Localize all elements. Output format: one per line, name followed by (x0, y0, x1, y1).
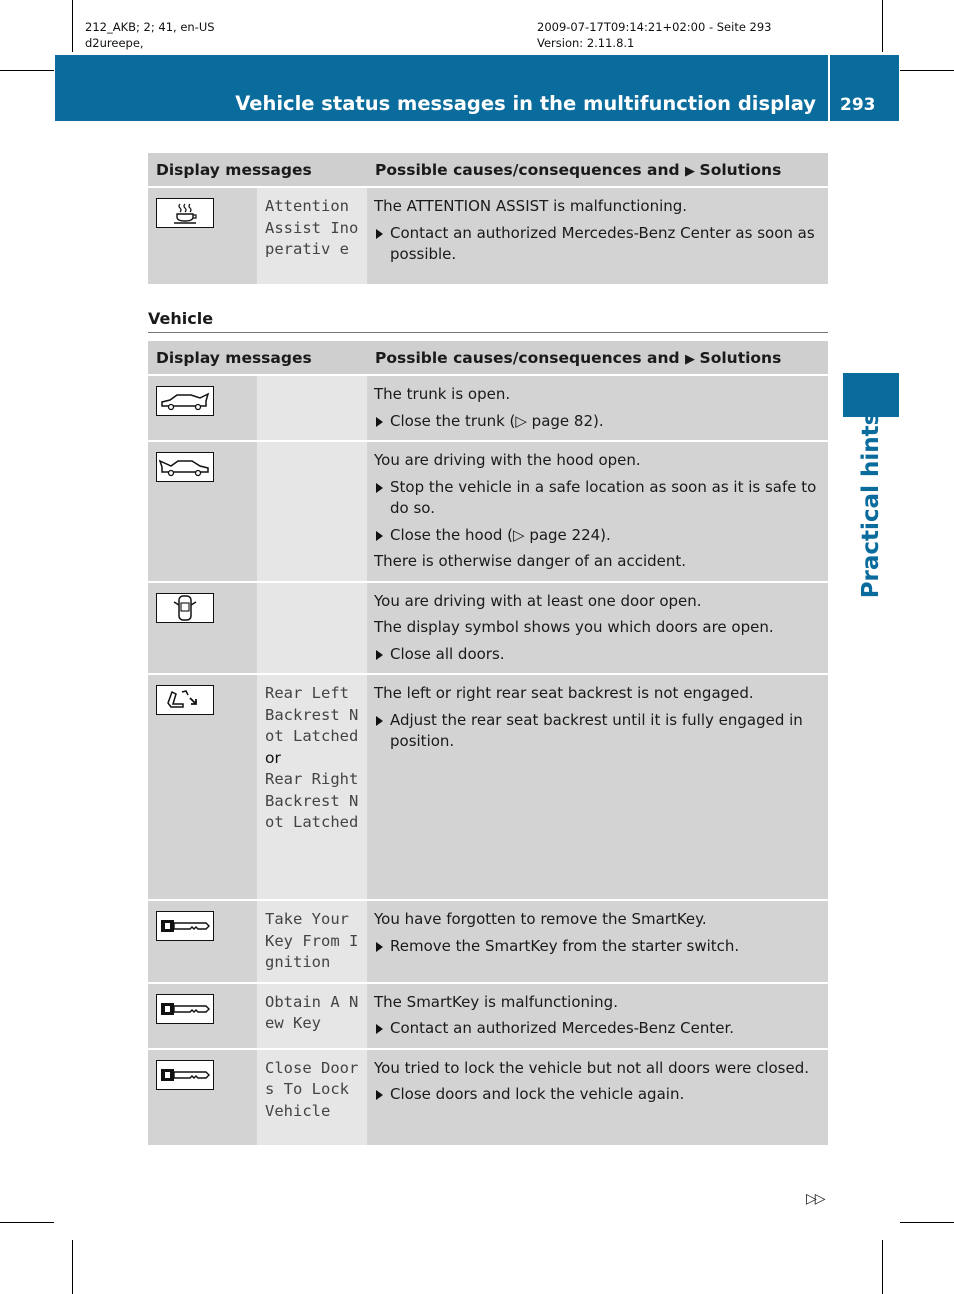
display-message-text: Rear Right Backrest Not Latched (265, 770, 359, 831)
causes-solutions-cell (367, 441, 828, 582)
messages-table-vehicle (148, 341, 828, 1147)
causes-solutions-cell (367, 1049, 828, 1146)
symbol-cell (148, 983, 257, 1049)
column-header-display-messages: Display messages (148, 341, 367, 375)
cause-text: The display symbol shows you which doors are open. (374, 618, 774, 636)
hood-open-icon (156, 452, 214, 482)
section-divider (148, 332, 828, 333)
table-row (148, 375, 828, 441)
crop-mark (0, 1222, 54, 1223)
causes-solutions-cell (367, 582, 828, 675)
solution-step: Close doors and lock the vehicle again. (374, 1084, 820, 1106)
cause-text: You are driving with at least one door open. (374, 591, 702, 610)
table-row (148, 582, 828, 675)
display-message-cell (257, 1049, 367, 1146)
display-message-cell (257, 441, 367, 582)
symbol-cell (148, 582, 257, 675)
trunk-open-icon (156, 386, 214, 416)
cause-text: You are driving with the hood open. (374, 451, 641, 469)
solution-step: Close the trunk (▷ page 82). (374, 411, 820, 433)
coffee-cup-icon (156, 198, 214, 228)
cause-text: The trunk is open. (374, 385, 511, 403)
causes-solutions-cell (367, 375, 828, 441)
column-header-causes-text: Possible causes/consequences and (375, 348, 685, 367)
solution-step: Contact an authorized Mercedes-Benz Center as soon as possible. (374, 223, 820, 266)
column-header-causes (367, 153, 828, 187)
smartkey-icon (156, 911, 214, 941)
table-row (148, 900, 828, 983)
cause-text: There is otherwise danger of an accident. (374, 552, 687, 570)
page-title: Vehicle status messages in the multifunction display (235, 92, 816, 115)
smartkey-icon (156, 1060, 214, 1090)
crop-mark (72, 0, 73, 52)
symbol-cell (148, 674, 257, 900)
print-meta-line: 212_AKB; 2; 41, en-US (85, 20, 215, 34)
solution-step: Close all doors. (374, 644, 820, 666)
page-number: 293 (840, 95, 876, 115)
door-open-icon (156, 593, 214, 623)
crop-mark (900, 70, 954, 71)
display-message-text: Take Your Key From Ignition (265, 910, 359, 971)
crop-mark (882, 0, 883, 52)
cause-text: The left or right rear seat backrest is not engaged. (374, 684, 754, 702)
display-message-text: Attention Assist Inoperativ e (265, 197, 359, 258)
causes-solutions-cell (367, 674, 828, 900)
solution-arrow-icon: ▶ (685, 351, 700, 367)
table-row (148, 983, 828, 1049)
side-tab-marker (843, 373, 899, 417)
crop-mark (882, 1240, 883, 1294)
symbol-cell (148, 1049, 257, 1146)
solution-step: Contact an authorized Mercedes-Benz Center. (374, 1018, 820, 1040)
print-meta-left (85, 19, 215, 51)
display-message-cell (257, 375, 367, 441)
symbol-cell (148, 900, 257, 983)
crop-mark (900, 1222, 954, 1223)
display-message-text: Rear Left Backrest Not Latched (265, 684, 359, 745)
display-message-cell (257, 983, 367, 1049)
column-header-solutions-text: Solutions (699, 160, 782, 179)
crop-mark (72, 1240, 73, 1294)
causes-solutions-cell (367, 983, 828, 1049)
table-header-row (148, 341, 828, 375)
column-header-causes-text: Possible causes/consequences and (375, 160, 685, 179)
symbol-cell (148, 441, 257, 582)
causes-solutions-cell (367, 187, 828, 285)
causes-solutions-cell (367, 900, 828, 983)
cause-text: You have forgotten to remove the SmartKey. (374, 910, 707, 928)
seat-backrest-icon (156, 685, 214, 715)
print-meta-line: d2ureepe, (85, 36, 144, 50)
table-row (148, 187, 828, 285)
continue-marker: ▷▷ (806, 1191, 824, 1207)
column-header-solutions-text: Solutions (699, 348, 782, 367)
solution-step: Close the hood (▷ page 224). (374, 525, 820, 547)
crop-mark (0, 70, 54, 71)
table-row (148, 1049, 828, 1146)
column-header-display-messages: Display messages (148, 153, 367, 187)
cause-text: You tried to lock the vehicle but not all doors were closed. (374, 1058, 809, 1077)
display-message-cell (257, 674, 367, 900)
display-message-cell (257, 900, 367, 983)
print-meta-line: 2009-07-17T09:14:21+02:00 - Seite 293 (537, 20, 772, 34)
symbol-cell (148, 375, 257, 441)
print-meta-line: Version: 2.11.8.1 (537, 36, 635, 50)
section-title-vehicle: Vehicle (148, 309, 214, 328)
messages-table-attention (148, 153, 828, 286)
cause-text: The ATTENTION ASSIST is malfunctioning. (374, 197, 688, 215)
solution-step: Adjust the rear seat backrest until it is fully engaged in position. (374, 710, 820, 753)
header-bar (55, 55, 828, 121)
cause-text: The SmartKey is malfunctioning. (374, 992, 618, 1011)
message-or-text: or (265, 748, 281, 767)
table-header-row (148, 153, 828, 187)
display-message-text: Obtain A New Key (265, 992, 359, 1032)
table-row (148, 674, 828, 900)
solution-arrow-icon: ▶ (685, 163, 700, 179)
page-number-box (830, 55, 899, 121)
side-tab-label: Practical hints (858, 411, 884, 599)
column-header-causes (367, 341, 828, 375)
solution-step: Stop the vehicle in a safe location as soon as it is safe to do so. (374, 477, 820, 520)
table-row (148, 441, 828, 582)
solution-step: Remove the SmartKey from the starter switch. (374, 936, 820, 958)
smartkey-icon (156, 994, 214, 1024)
display-message-cell (257, 187, 367, 285)
print-meta-right (537, 19, 772, 51)
display-message-cell (257, 582, 367, 675)
display-message-text: Close Doors To Lock Vehicle (265, 1058, 359, 1120)
symbol-cell (148, 187, 257, 285)
